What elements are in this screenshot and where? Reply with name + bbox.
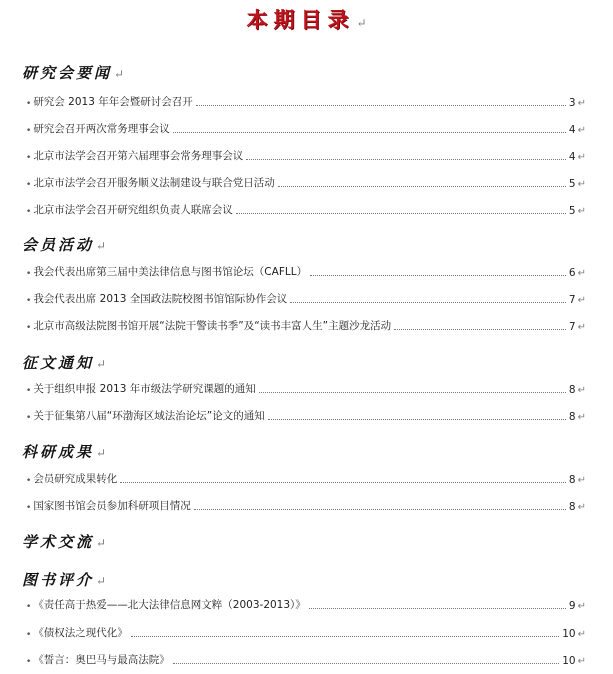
- dot-leader: [194, 509, 566, 510]
- toc-entry-page: 8: [568, 474, 576, 486]
- bullet-icon: •: [26, 323, 32, 333]
- paragraph-mark-icon: ↵: [577, 98, 586, 109]
- toc-entry[interactable]: [26, 598, 586, 612]
- bullet-icon: •: [26, 269, 32, 279]
- toc-entry-title: 《责任高于热爱——北大法律信息网文粹（2003-2013）》: [33, 599, 306, 611]
- paragraph-mark-icon: ↵: [96, 536, 107, 550]
- toc-entry-title: 国家图书馆会员参加科研项目情况: [33, 500, 191, 512]
- toc-entry-page: 4: [568, 124, 576, 136]
- toc-entry-page: 10: [562, 655, 576, 667]
- bullet-icon: •: [26, 657, 32, 667]
- section-heading-text: 研究会要闻: [22, 64, 113, 82]
- toc-entry[interactable]: [26, 382, 586, 396]
- dot-leader: [120, 482, 566, 483]
- bullet-icon: •: [26, 153, 32, 163]
- toc-entry-page: 8: [568, 411, 576, 423]
- toc-entry-title: 研究会召开两次常务理事会议: [33, 123, 170, 135]
- dot-leader: [259, 392, 566, 393]
- paragraph-mark-icon: ↵: [577, 502, 586, 513]
- toc-entry[interactable]: [26, 265, 586, 279]
- paragraph-mark-icon: ↵: [577, 385, 586, 396]
- section-heading-text: 征文通知: [22, 354, 95, 372]
- dot-leader: [236, 213, 566, 214]
- toc-entry-page: 3: [568, 97, 576, 109]
- toc-entry-title: 会员研究成果转化: [33, 473, 118, 485]
- toc-entry-title: 研究会 2013 年年会暨研讨会召开: [33, 96, 193, 108]
- dot-leader: [131, 636, 559, 637]
- dot-leader: [278, 186, 566, 187]
- paragraph-mark-icon: ↵: [356, 16, 367, 30]
- toc-entry[interactable]: [26, 203, 586, 217]
- bullet-icon: •: [26, 386, 32, 396]
- toc-entry-page: 6: [568, 267, 576, 279]
- toc-entry[interactable]: [26, 499, 586, 513]
- toc-entry-page: 8: [568, 501, 576, 513]
- paragraph-mark-icon: ↵: [577, 656, 586, 667]
- paragraph-mark-icon: ↵: [96, 574, 107, 588]
- section-heading-text: 会员活动: [22, 236, 95, 254]
- section-heading-text: 科研成果: [22, 443, 95, 461]
- toc-entry[interactable]: [26, 176, 586, 190]
- toc-entry-title: 关于组织申报 2013 年市级法学研究课题的通知: [33, 383, 256, 395]
- toc-entry-title: 北京市法学会召开第六届理事会常务理事会议: [33, 150, 244, 162]
- paragraph-mark-icon: ↵: [577, 475, 586, 486]
- toc-entry-title: 北京市法学会召开研究组织负责人联席会议: [33, 204, 233, 216]
- dot-leader: [310, 275, 566, 276]
- toc-title: [0, 4, 613, 34]
- paragraph-mark-icon: ↵: [577, 601, 586, 612]
- toc-entry-title: 我会代表出席第三届中美法律信息与图书馆论坛（CAFLL）: [33, 266, 308, 278]
- bullet-icon: •: [26, 180, 32, 190]
- dot-leader: [309, 608, 566, 609]
- toc-entry-page: 7: [568, 321, 576, 333]
- toc-entry[interactable]: [26, 319, 586, 333]
- toc-entry-page: 7: [568, 294, 576, 306]
- toc-entry[interactable]: [26, 292, 586, 306]
- bullet-icon: •: [26, 503, 32, 513]
- toc-entry[interactable]: [26, 653, 586, 667]
- toc-entry-page: 5: [568, 178, 576, 190]
- section-heading: [22, 234, 106, 255]
- dot-leader: [394, 329, 566, 330]
- paragraph-mark-icon: ↵: [577, 629, 586, 640]
- dot-leader: [246, 159, 566, 160]
- toc-entry-title: 北京市高级法院图书馆开展“法院干警读书季”及“读书丰富人生”主题沙龙活动: [33, 320, 392, 332]
- section-heading: [22, 441, 106, 462]
- toc-entry[interactable]: [26, 626, 586, 640]
- toc-entry[interactable]: [26, 409, 586, 423]
- bullet-icon: •: [26, 296, 32, 306]
- bullet-icon: •: [26, 630, 32, 640]
- bullet-icon: •: [26, 413, 32, 423]
- bullet-icon: •: [26, 99, 32, 109]
- toc-entry-page: 8: [568, 384, 576, 396]
- paragraph-mark-icon: ↵: [577, 268, 586, 279]
- paragraph-mark-icon: ↵: [577, 125, 586, 136]
- dot-leader: [173, 132, 566, 133]
- section-heading-text: 学术交流: [22, 533, 95, 551]
- section-heading-text: 图书评介: [22, 571, 95, 589]
- dot-leader: [196, 105, 566, 106]
- paragraph-mark-icon: ↵: [577, 322, 586, 333]
- toc-entry-page: 5: [568, 205, 576, 217]
- toc-entry[interactable]: [26, 95, 586, 109]
- section-heading: [22, 531, 106, 552]
- bullet-icon: •: [26, 126, 32, 136]
- toc-title-text: 本期目录: [246, 7, 355, 32]
- toc-entry-page: 9: [568, 600, 576, 612]
- dot-leader: [268, 419, 566, 420]
- toc-entry[interactable]: [26, 149, 586, 163]
- toc-entry-title: 《誓言：奥巴马与最高法院》: [33, 654, 170, 666]
- section-heading: [22, 62, 124, 83]
- toc-entry[interactable]: [26, 122, 586, 136]
- bullet-icon: •: [26, 207, 32, 217]
- dot-leader: [290, 302, 566, 303]
- toc-entry-title: 北京市法学会召开服务顺义法制建设与联合党日活动: [33, 177, 275, 189]
- paragraph-mark-icon: ↵: [114, 67, 125, 81]
- paragraph-mark-icon: ↵: [577, 295, 586, 306]
- paragraph-mark-icon: ↵: [577, 412, 586, 423]
- paragraph-mark-icon: ↵: [577, 179, 586, 190]
- bullet-icon: •: [26, 602, 32, 612]
- paragraph-mark-icon: ↵: [577, 152, 586, 163]
- paragraph-mark-icon: ↵: [96, 446, 107, 460]
- paragraph-mark-icon: ↵: [96, 239, 107, 253]
- dot-leader: [173, 663, 559, 664]
- toc-entry-title: 《债权法之现代化》: [33, 627, 128, 639]
- toc-entry-title: 我会代表出席 2013 全国政法院校图书馆馆际协作会议: [33, 293, 288, 305]
- toc-entry-page: 4: [568, 151, 576, 163]
- bullet-icon: •: [26, 476, 32, 486]
- toc-entry-title: 关于征集第八届“环渤海区域法治论坛”论文的通知: [33, 410, 265, 422]
- section-heading: [22, 569, 106, 590]
- section-heading: [22, 352, 106, 373]
- toc-entry-page: 10: [562, 628, 576, 640]
- paragraph-mark-icon: ↵: [96, 357, 107, 371]
- paragraph-mark-icon: ↵: [577, 206, 586, 217]
- toc-entry[interactable]: [26, 472, 586, 486]
